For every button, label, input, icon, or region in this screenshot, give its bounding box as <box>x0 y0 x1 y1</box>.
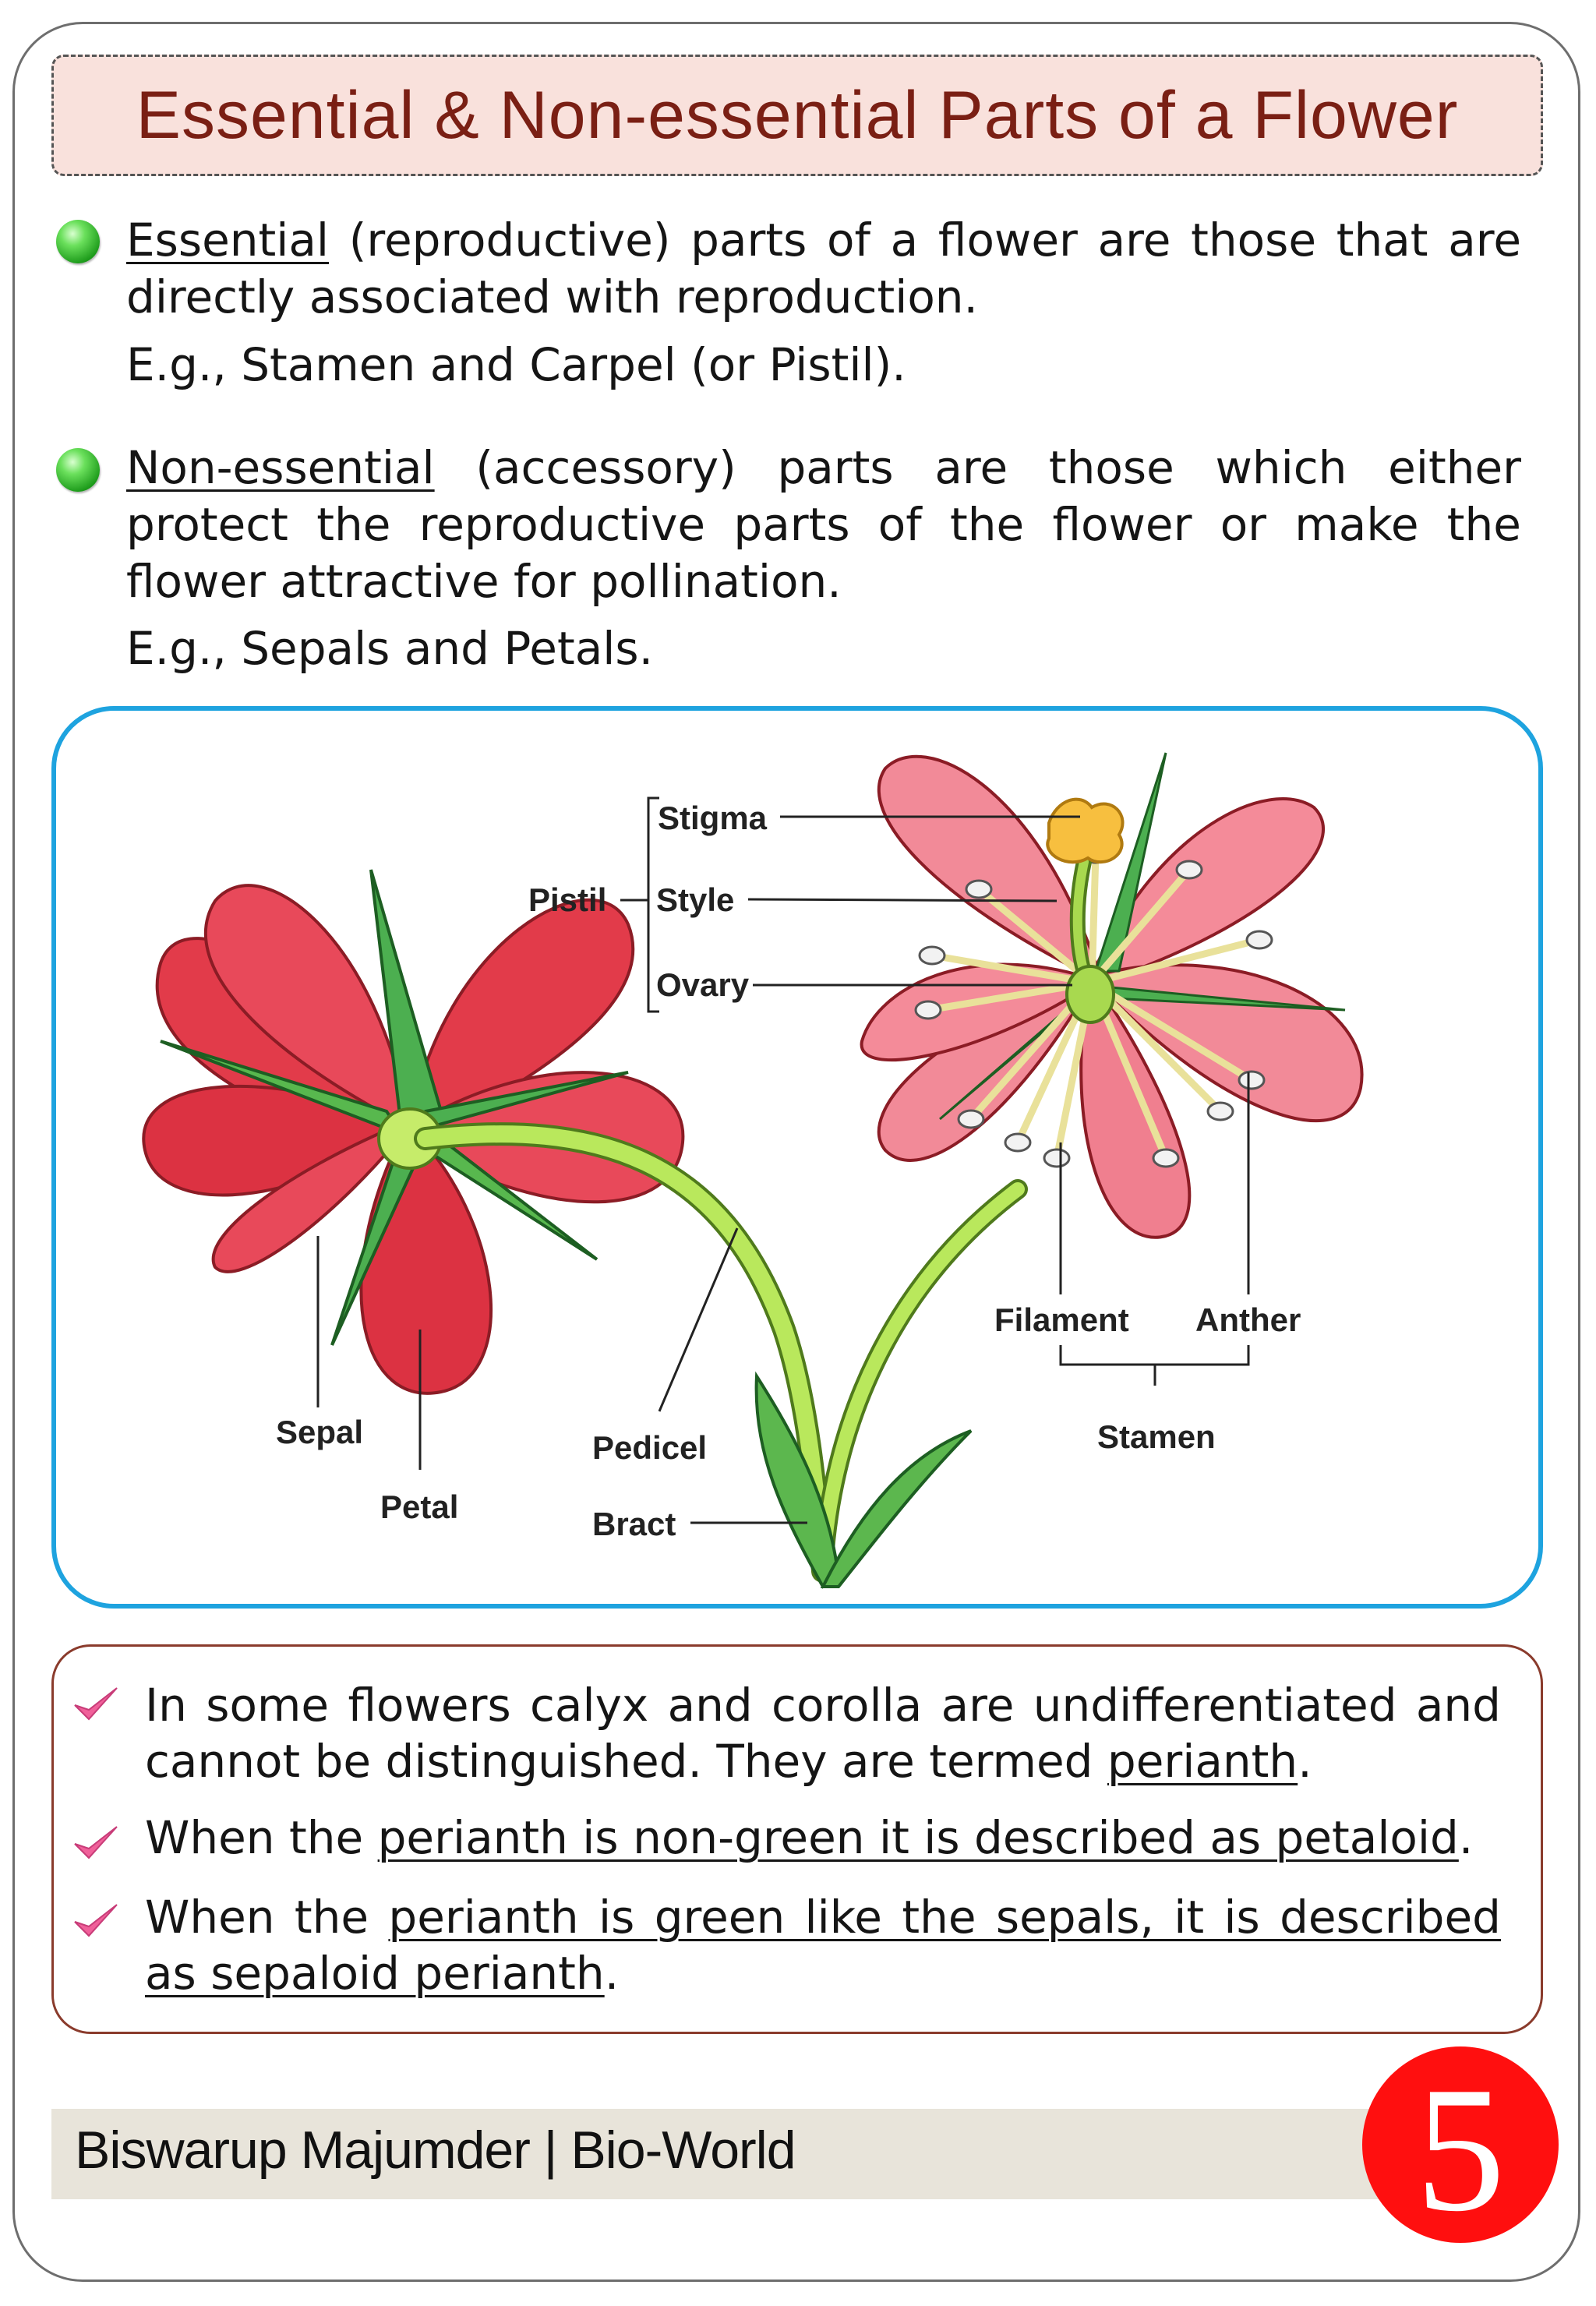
label-sepal: Sepal <box>276 1414 364 1450</box>
note-petaloid <box>145 1810 1501 1866</box>
label-ovary: Ovary <box>656 966 750 1003</box>
page-number: 5 <box>1415 2050 1506 2248</box>
back-view-flower-image <box>143 870 683 1393</box>
essential-example: E.g., Stamen and Carpel (or Pistil). <box>126 338 906 391</box>
check-icon <box>72 1683 120 1725</box>
green-bullet-icon <box>56 220 100 263</box>
note-sepaloid <box>145 1889 1501 2001</box>
note-2-term: perianth is non-green it is described as petaloid <box>377 1811 1459 1864</box>
label-anther: Anther <box>1195 1301 1301 1338</box>
note-1-end: . <box>1298 1735 1312 1788</box>
label-pistil: Pistil <box>528 881 607 918</box>
nonessential-example: E.g., Sepals and Petals. <box>126 622 654 675</box>
footer-bar <box>51 2109 1439 2199</box>
flower-diagram <box>51 706 1543 1609</box>
label-petal: Petal <box>380 1488 459 1525</box>
green-bullet-icon <box>56 448 100 492</box>
flower-illustration <box>56 711 1538 1604</box>
label-bract: Bract <box>592 1506 676 1542</box>
nonessential-definition: (accessory) parts are those which either protect the reproductive parts of the flower or make the flower attractive for pollination. <box>126 441 1521 608</box>
note-1-text: In some flowers calyx and corolla are undifferentiated and cannot be distinguished. They are termed <box>145 1679 1501 1788</box>
note-2-text: When the <box>145 1811 378 1864</box>
nonessential-paragraph <box>126 440 1521 610</box>
label-stamen: Stamen <box>1097 1418 1216 1455</box>
essential-definition: (reproductive) parts of a flower are those that are directly associated with reproduction. <box>126 214 1521 323</box>
title-banner <box>51 55 1543 176</box>
footer-author: Biswarup Majumder | Bio-World <box>75 2121 796 2180</box>
essential-term: Essential <box>126 214 330 267</box>
note-3-term: perianth is green like the sepals, it is described as sepaloid perianth <box>145 1891 1501 2000</box>
note-3-text: When the <box>145 1891 389 1944</box>
note-perianth-definition <box>145 1677 1501 1789</box>
note-2-end: . <box>1458 1811 1474 1864</box>
note-3-end: . <box>604 1947 620 2000</box>
nonessential-term: Non-essential <box>126 441 435 494</box>
front-view-flower-image <box>862 753 1362 1238</box>
label-pedicel: Pedicel <box>592 1429 708 1466</box>
label-stigma: Stigma <box>658 800 768 836</box>
page-title: Essential & Non-essential Parts of a Flower <box>136 77 1459 153</box>
essential-paragraph <box>126 212 1521 326</box>
label-filament: Filament <box>994 1301 1129 1338</box>
label-style: Style <box>656 881 735 918</box>
check-icon <box>72 1822 120 1864</box>
page-number-badge <box>1362 2046 1559 2248</box>
check-icon <box>72 1900 120 1942</box>
note-1-term: perianth <box>1107 1735 1298 1788</box>
